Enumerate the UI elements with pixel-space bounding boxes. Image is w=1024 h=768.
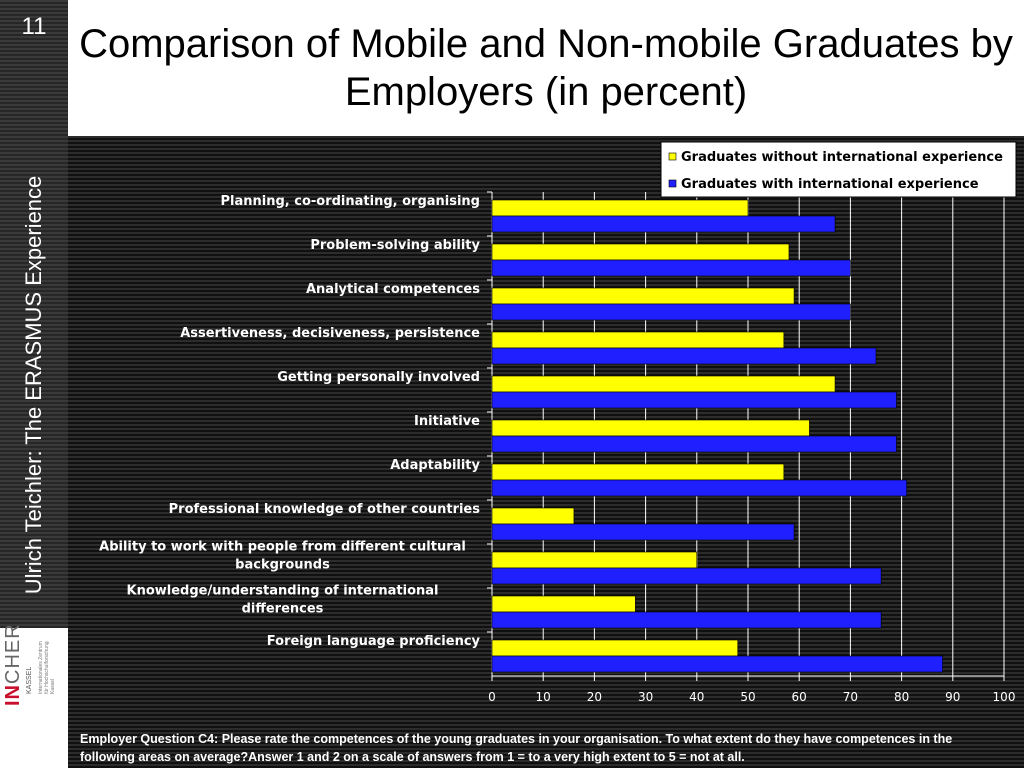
logo-kassel-text: KASSEL [26,666,33,694]
x-tick-label: 90 [945,690,961,704]
slide-header [68,0,1024,136]
bar-series1 [492,200,748,216]
incher-logo [0,623,68,768]
x-tick-label: 50 [740,690,756,704]
bar-series2 [492,524,794,540]
bar-series2 [492,392,896,408]
bar-series2 [492,304,850,320]
category-label: Assertiveness, decisiveness, persistence [180,326,480,341]
x-tick-label: 10 [535,690,551,704]
category-label: Planning, co-ordinating, organising [220,194,480,209]
x-tick-label: 100 [992,690,1016,704]
bar-series1 [492,464,784,480]
logo-wordmark: INCHER [2,623,24,706]
x-tick-label: 40 [689,690,705,704]
slide-number: 11 [21,13,47,40]
bar-series2 [492,656,943,672]
bar-chart [68,136,1024,768]
x-tick-label: 80 [893,690,910,704]
bar-series1 [492,640,738,656]
bar-series2 [492,260,850,276]
legend-label-series2: Graduates with international experience [681,177,979,192]
x-tick-label: 20 [586,690,603,704]
bar-series1 [492,420,809,436]
bar-series1 [492,376,835,392]
category-label: Knowledge/understanding of international differences [126,583,439,617]
bar-series2 [492,436,896,452]
bar-series2 [492,216,835,232]
bar-series1 [492,552,697,568]
sidebar [0,0,68,768]
legend-label-series1: Graduates without international experience [681,150,1003,165]
category-label: Foreign language proficiency [266,634,480,649]
category-label: Professional knowledge of other countries [168,502,480,517]
footnote: Employer Question C4: Please rate the competences of the young graduates in your organisation. To what extent do they have competences in the following areas on average?Answer 1 and 2 on a scale of answers from 1 = to a very high extent to 5 = not at all. [80,732,953,764]
slide-title: Comparison of Mobile and Non-mobile Graduates by Employers (in percent) [79,22,1013,114]
bar-series1 [492,332,784,348]
legend-swatch-series1 [669,153,676,160]
bar-series1 [492,508,574,524]
bar-series1 [492,288,794,304]
category-label: Adaptability [390,458,480,473]
category-label: Getting personally involved [277,370,480,385]
bar-series1 [492,596,635,612]
category-label: Analytical competences [305,282,480,297]
bar-series2 [492,612,881,628]
bar-series2 [492,480,907,496]
x-tick-label: 30 [637,690,654,704]
author-caption: Ulrich Teichler: The ERASMUS Experience [21,175,46,595]
category-label: Ability to work with people from different cultural backgrounds [99,539,466,573]
bar-series1 [492,244,789,260]
category-label: Problem-solving ability [310,238,480,253]
bar-series2 [492,348,876,364]
logo-subtitle: Internationales Zentrum für Hochschulforschung Kassel [38,641,56,694]
category-label: Initiative [414,414,480,429]
bar-series2 [492,568,881,584]
x-tick-label: 0 [488,690,496,704]
chart-area [68,136,1024,768]
x-tick-label: 60 [791,690,807,704]
legend-swatch-series2 [669,180,676,187]
x-tick-label: 70 [842,690,859,704]
